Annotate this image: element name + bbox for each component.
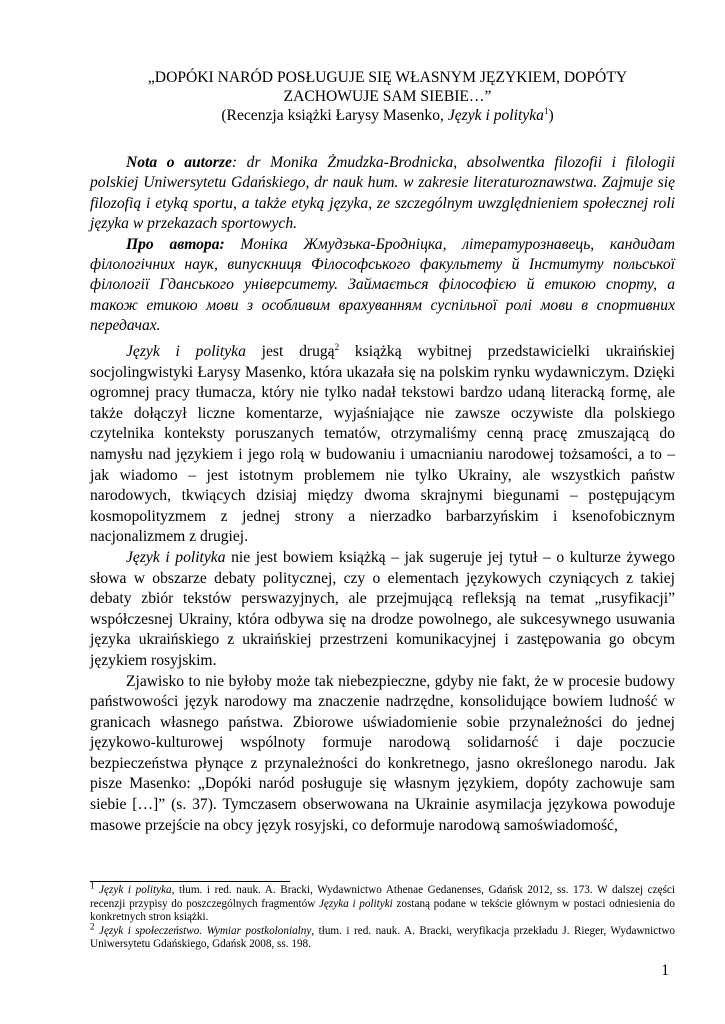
subtitle-suffix: ) — [548, 107, 554, 124]
footnote-1-number: 1 — [90, 880, 95, 891]
title-line-2: ZACHOWUJE SAM SIEBIE…” — [283, 88, 492, 105]
footnote-1-text-b: zostaną podane w tekście głównym w postaci odniesienia do konkretnych stron książki. — [90, 897, 675, 924]
review-title — [110, 68, 665, 125]
page-number: 1 — [661, 962, 669, 979]
footnotes — [90, 880, 675, 952]
footnote-ref-1[interactable]: 1 — [543, 105, 549, 116]
footnote-2-text: , tłum. i red. nauk. A. Bracki, weryfikacja przekładu J. Rieger, Wydawnictwo Uniwersytetu Gdańskiego, Gdańsk 2008, ss. 198. — [90, 924, 675, 951]
paragraph-1 — [90, 342, 675, 548]
review-body — [90, 342, 675, 836]
footnote-ref-2[interactable]: 2 — [334, 341, 340, 352]
paragraph-3: Zjawisko to nie byłoby może tak niebezpieczne, gdyby nie fakt, że w procesie budowy państwowości język narodowy ma znaczenie nadrzędne, konsolidujące bowiem ludność w granicach własnego państwa. Zbiorowe uświadomienie sobie przynależności do jednej językowo-kulturowej wspólnoty formuje narodową solidarność i daje poczucie bezpieczeństwa płynące z przynależności do konkretnego, jasno określonego narodu. Jak pisze Masenko: „Dopóki naród posługuje się własnym językiem, dopóty zachowuje sam siebie […]” (s. 37). Tymczasem obserwowana na Ukrainie asymilacja językowa powoduje masowe przejście na obcy język rosyjski, co deformuje narodową samoświadomość, — [90, 672, 675, 834]
author-note-polish — [90, 153, 675, 235]
book-title-ref: Język i polityka — [126, 343, 246, 360]
footnote-1-book-2: Języka i polityki — [318, 897, 393, 910]
footnote-1-book: Język i polityka — [99, 884, 172, 896]
author-note-label: Nota o autorze — [126, 154, 232, 171]
footnote-1-text-a: , tłum. i red. nauk. A. Bracki, Wydawnictwo Athenae Gedanenses, Gdańsk 2012, ss. 173. W dalszej części recenzji przypisy do poszczególnych fragmentów — [90, 884, 675, 910]
paragraph-1-text-a: jest drugą — [245, 343, 335, 360]
subtitle-book-title: Język i polityka — [447, 107, 544, 124]
footnote-2-number: 2 — [90, 921, 95, 932]
subtitle-prefix: (Recenzja książki Łarysy Masenko, — [221, 107, 448, 124]
footnote-1 — [90, 880, 675, 925]
author-note-uk-text: Моніка Жмудзька-Бродніцка, літературознавець, кандидат філологічних наук, випускниця Філософського факультету й Інституту польської філології Гданського університету. Займається філософією й етикою спорту, а також етикою мови з особливим врахуванням суспільної ролі мови в спортивних передачах. — [90, 235, 675, 335]
author-notes — [90, 153, 675, 337]
author-note-ukrainian — [90, 235, 675, 337]
footnote-separator — [90, 881, 290, 882]
paragraph-1-text-b: książką wybitnej przedstawicielki ukraińskiej socjolingwistyki Łarysy Masenko, która ukazała się na polskim rynku wydawniczym. Dzięki ogromnej pracy tłumacza, który nie tylko nadał tekstowi bardzo udaną literacką formę, ale także dołączył liczne komentarze, wyjaśniające nie zawsze oczywiste dla polskiego czytelnika konteksty poruszanych tematów, otrzymaliśmy cenną pracę zmuszającą do namysłu nad językiem i jego rolą w budowaniu i umacnianiu narodowej tożsamości, a to – jak wiadomo – jest istotnym problemem nie tylko Ukrainy, ale wszystkich państw narodowych, tkwiących dzisiaj między dwoma skrajnymi biegunami – postępującym kosmopolityzmem z jednej strony a nierzadko barbarzyńskim i ksenofobicznym nacjonalizmem z drugiej. — [90, 343, 675, 546]
book-title-ref: Język i polityka — [126, 548, 226, 566]
title-line-1: „DOPÓKI NARÓD POSŁUGUJE SIĘ WŁASNYM JĘZYKIEM, DOPÓTY — [147, 69, 628, 86]
title-line-3 — [110, 106, 665, 125]
author-note-text: : dr Monika Żmudzka-Brodnicka, absolwentka filozofii i filologii polskiej Uniwersytetu Gdańskiego, dr nauk hum. w zakresie literaturoznawstwa. Zajmuje się filozofią i etyką sportu, a także etyką języka, ze szczególnym uwzględnieniem społecznej roli języka w przekazach sportowych. — [90, 154, 675, 233]
author-note-uk-label: Про автора: — [126, 235, 225, 253]
footnote-2 — [90, 921, 675, 952]
paragraph-2 — [90, 548, 675, 672]
paragraph-2-text: nie jest bowiem książką – jak sugeruje jej tytuł – o kulturze żywego słowa w obszarze debaty politycznej, czy o elementach językowych czyniących z takiej debaty zbiór tekstów perswazyjnych, ale przejmującą refleksją na temat „rusyfikacji” współczesnej Ukrainy, która odbywa się na drodze powolnego, ale sukcesywnego usuwania języka ukraińskiego z ukraińskiej przestrzeni komunikacyjnej i zastępowania go obcym językiem rosyjskim. — [90, 548, 675, 669]
footnote-2-book: Język i społeczeństwo. Wymiar postkolonialny — [99, 924, 312, 937]
